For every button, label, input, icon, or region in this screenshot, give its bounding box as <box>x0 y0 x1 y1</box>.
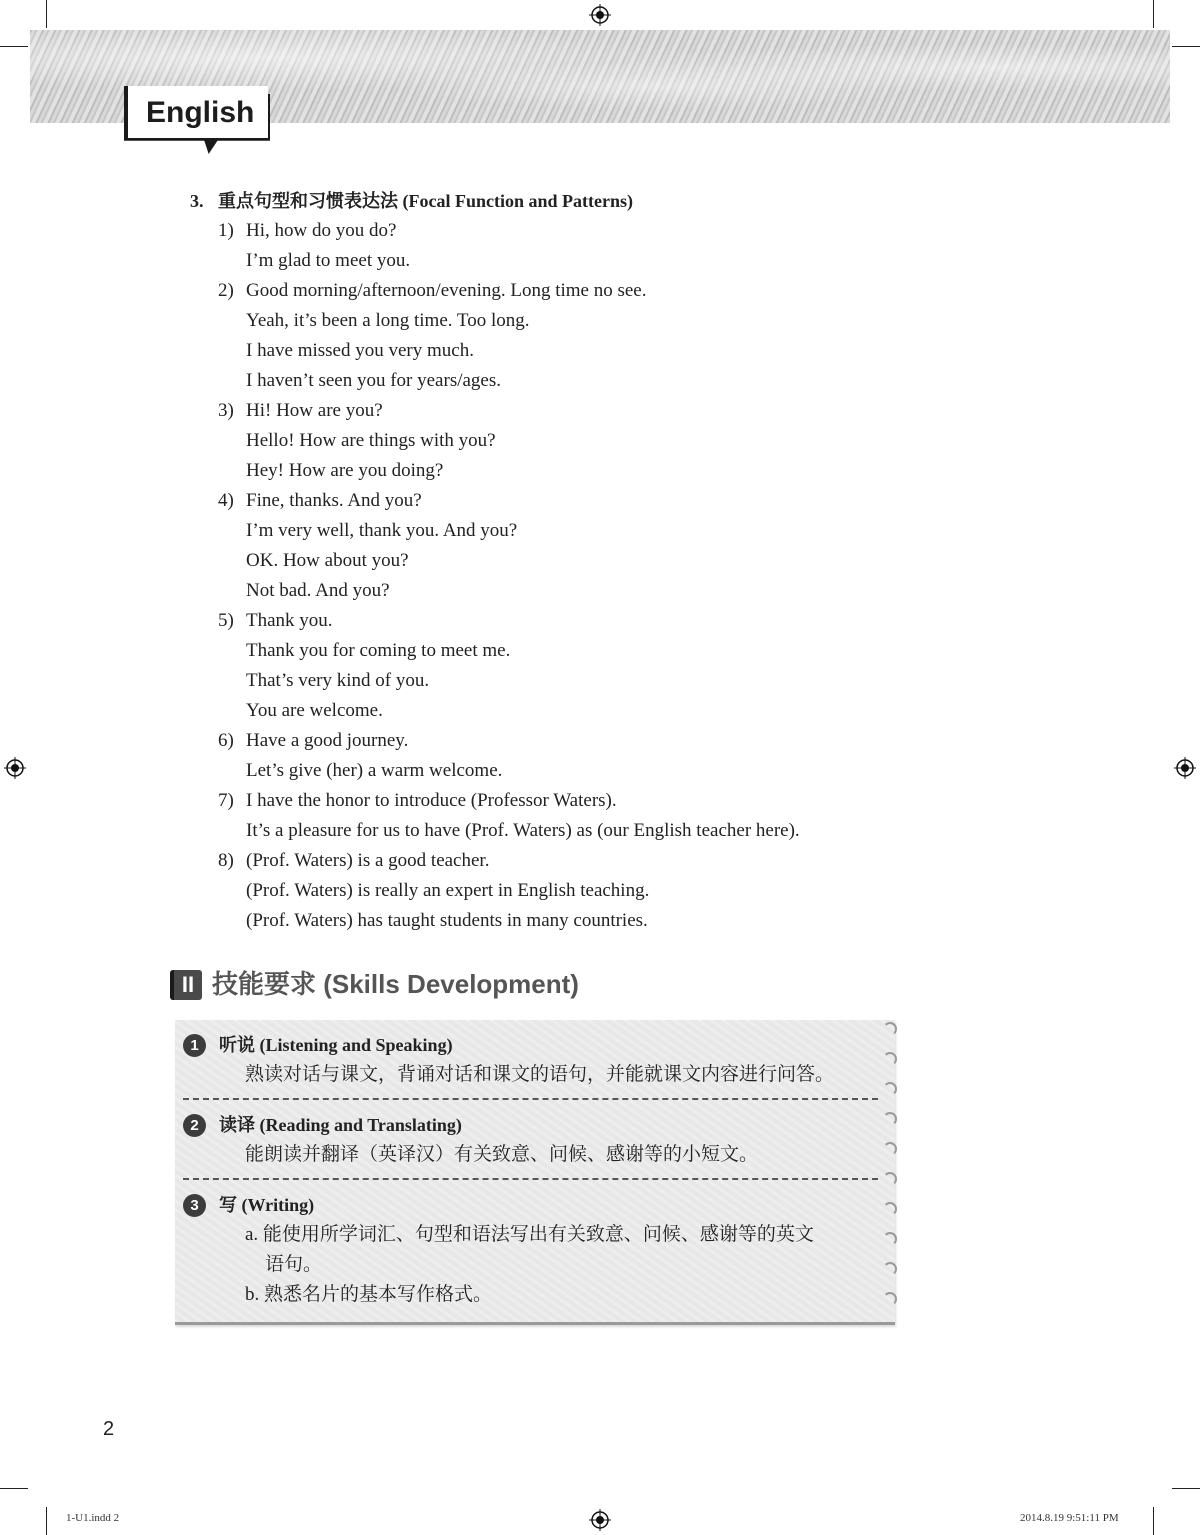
binder-ring-icon <box>883 1112 897 1126</box>
roman-numeral-badge: II <box>170 970 202 1000</box>
dashed-divider <box>183 1098 878 1100</box>
trim-mark <box>0 1488 28 1489</box>
registration-mark-icon <box>4 757 26 779</box>
pattern-item-number: 7) <box>218 790 234 811</box>
pattern-line: Not bad. And you? <box>246 580 390 601</box>
trim-mark <box>46 0 47 28</box>
skill-heading <box>183 1190 883 1220</box>
pattern-item-number: 4) <box>218 490 234 511</box>
pattern-line: Hello! How are things with you? <box>246 430 496 451</box>
binder-ring-icon <box>883 1082 897 1096</box>
binder-ring-icon <box>883 1052 897 1066</box>
pattern-line: I’m very well, thank you. And you? <box>246 520 518 541</box>
pattern-list <box>190 216 800 936</box>
skill-description: 能朗读并翻译（英译汉）有关致意、问候、感谢等的小短文。 <box>245 1144 759 1165</box>
print-timestamp: 2014.8.19 9:51:11 PM <box>1020 1512 1119 1524</box>
pattern-item-number: 8) <box>218 850 234 871</box>
binder-ring-icon <box>883 1142 897 1156</box>
pattern-item <box>190 486 800 606</box>
binder-ring-icon <box>883 1172 897 1186</box>
skill-number-badge: 1 <box>183 1034 206 1057</box>
pattern-line: (Prof. Waters) is a good teacher. <box>246 850 490 871</box>
pattern-item <box>190 606 800 726</box>
pattern-item-number: 1) <box>218 220 234 241</box>
binder-ring-icon <box>883 1022 897 1036</box>
skill-description: 语句。 <box>265 1254 323 1275</box>
pattern-item-number: 3) <box>218 400 234 421</box>
trim-mark <box>1153 0 1154 28</box>
pattern-line: That’s very kind of you. <box>246 670 430 691</box>
pattern-line: (Prof. Waters) is really an expert in English teaching. <box>246 880 650 901</box>
trim-mark <box>1172 46 1200 47</box>
trim-mark <box>1172 1488 1200 1489</box>
pattern-item <box>190 276 800 396</box>
registration-mark-icon <box>589 1509 611 1531</box>
section-number: 3. <box>190 191 204 211</box>
pattern-line: You are welcome. <box>246 700 383 721</box>
pattern-line: Hi! How are you? <box>246 400 383 421</box>
skill-title: 听说 (Listening and Speaking) <box>219 1035 453 1055</box>
pattern-line: I have the honor to introduce (Professor Waters). <box>246 790 617 811</box>
pattern-line: Hi, how do you do? <box>246 220 397 241</box>
section-title: 重点句型和习惯表达法 (Focal Function and Patterns) <box>218 191 633 211</box>
pattern-line: Fine, thanks. And you? <box>246 490 422 511</box>
english-tag <box>124 86 270 154</box>
binder-ring-icon <box>883 1262 897 1276</box>
skill-writing <box>183 1190 883 1310</box>
focal-patterns-section <box>190 186 800 936</box>
pattern-item <box>190 726 800 786</box>
pattern-line: Have a good journey. <box>246 730 409 751</box>
skill-number-badge: 2 <box>183 1114 206 1137</box>
pattern-line: I’m glad to meet you. <box>246 250 411 271</box>
skill-listening-speaking <box>183 1030 883 1090</box>
pattern-line: Thank you. <box>246 610 333 631</box>
pattern-line: (Prof. Waters) has taught students in many countries. <box>246 910 648 931</box>
pattern-line: Hey! How are you doing? <box>246 460 444 481</box>
pattern-line: I have missed you very much. <box>246 340 474 361</box>
registration-mark-icon <box>589 4 611 26</box>
pattern-line: Thank you for coming to meet me. <box>246 640 511 661</box>
binder-ring-icon <box>883 1202 897 1216</box>
pattern-item-number: 2) <box>218 280 234 301</box>
section-heading <box>190 186 800 216</box>
pattern-line: OK. How about you? <box>246 550 409 571</box>
pattern-line: Let’s give (her) a warm welcome. <box>246 760 503 781</box>
pattern-line: Good morning/afternoon/evening. Long time no see. <box>246 280 647 301</box>
binder-ring-icon <box>883 1232 897 1246</box>
skill-title: 写 (Writing) <box>219 1195 315 1215</box>
pattern-item <box>190 396 800 486</box>
english-tag-label: English <box>146 96 255 129</box>
trim-mark <box>0 46 28 47</box>
pattern-item <box>190 846 800 936</box>
pattern-line: Yeah, it’s been a long time. Too long. <box>246 310 530 331</box>
skill-reading-translating <box>183 1110 883 1170</box>
dashed-divider <box>183 1178 878 1180</box>
skill-heading <box>183 1110 883 1140</box>
trim-mark <box>1153 1507 1154 1535</box>
binder-ring-icon <box>883 1292 897 1306</box>
pattern-line: I haven’t seen you for years/ages. <box>246 370 501 391</box>
pattern-item <box>190 216 800 276</box>
skill-description: a. 能使用所学词汇、句型和语法写出有关致意、问候、感谢等的英文 <box>245 1224 814 1245</box>
page-number: 2 <box>103 1418 115 1440</box>
skill-description: 熟读对话与课文，背诵对话和课文的语句，并能就课文内容进行问答。 <box>245 1064 835 1085</box>
registration-mark-icon <box>1174 757 1196 779</box>
skills-box <box>175 1020 895 1325</box>
skill-title: 读译 (Reading and Translating) <box>219 1115 462 1135</box>
skill-heading <box>183 1030 883 1060</box>
pattern-item-number: 6) <box>218 730 234 751</box>
skills-title: 技能要求 (Skills Development) <box>212 969 579 999</box>
skill-number-badge: 3 <box>183 1194 206 1217</box>
file-slug: 1-U1.indd 2 <box>66 1512 120 1524</box>
pattern-item-number: 5) <box>218 610 234 631</box>
skill-description: b. 熟悉名片的基本写作格式。 <box>245 1284 493 1305</box>
pattern-line: It’s a pleasure for us to have (Prof. Waters) as (our English teacher here). <box>246 820 800 841</box>
pattern-item <box>190 786 800 846</box>
trim-mark <box>46 1507 47 1535</box>
